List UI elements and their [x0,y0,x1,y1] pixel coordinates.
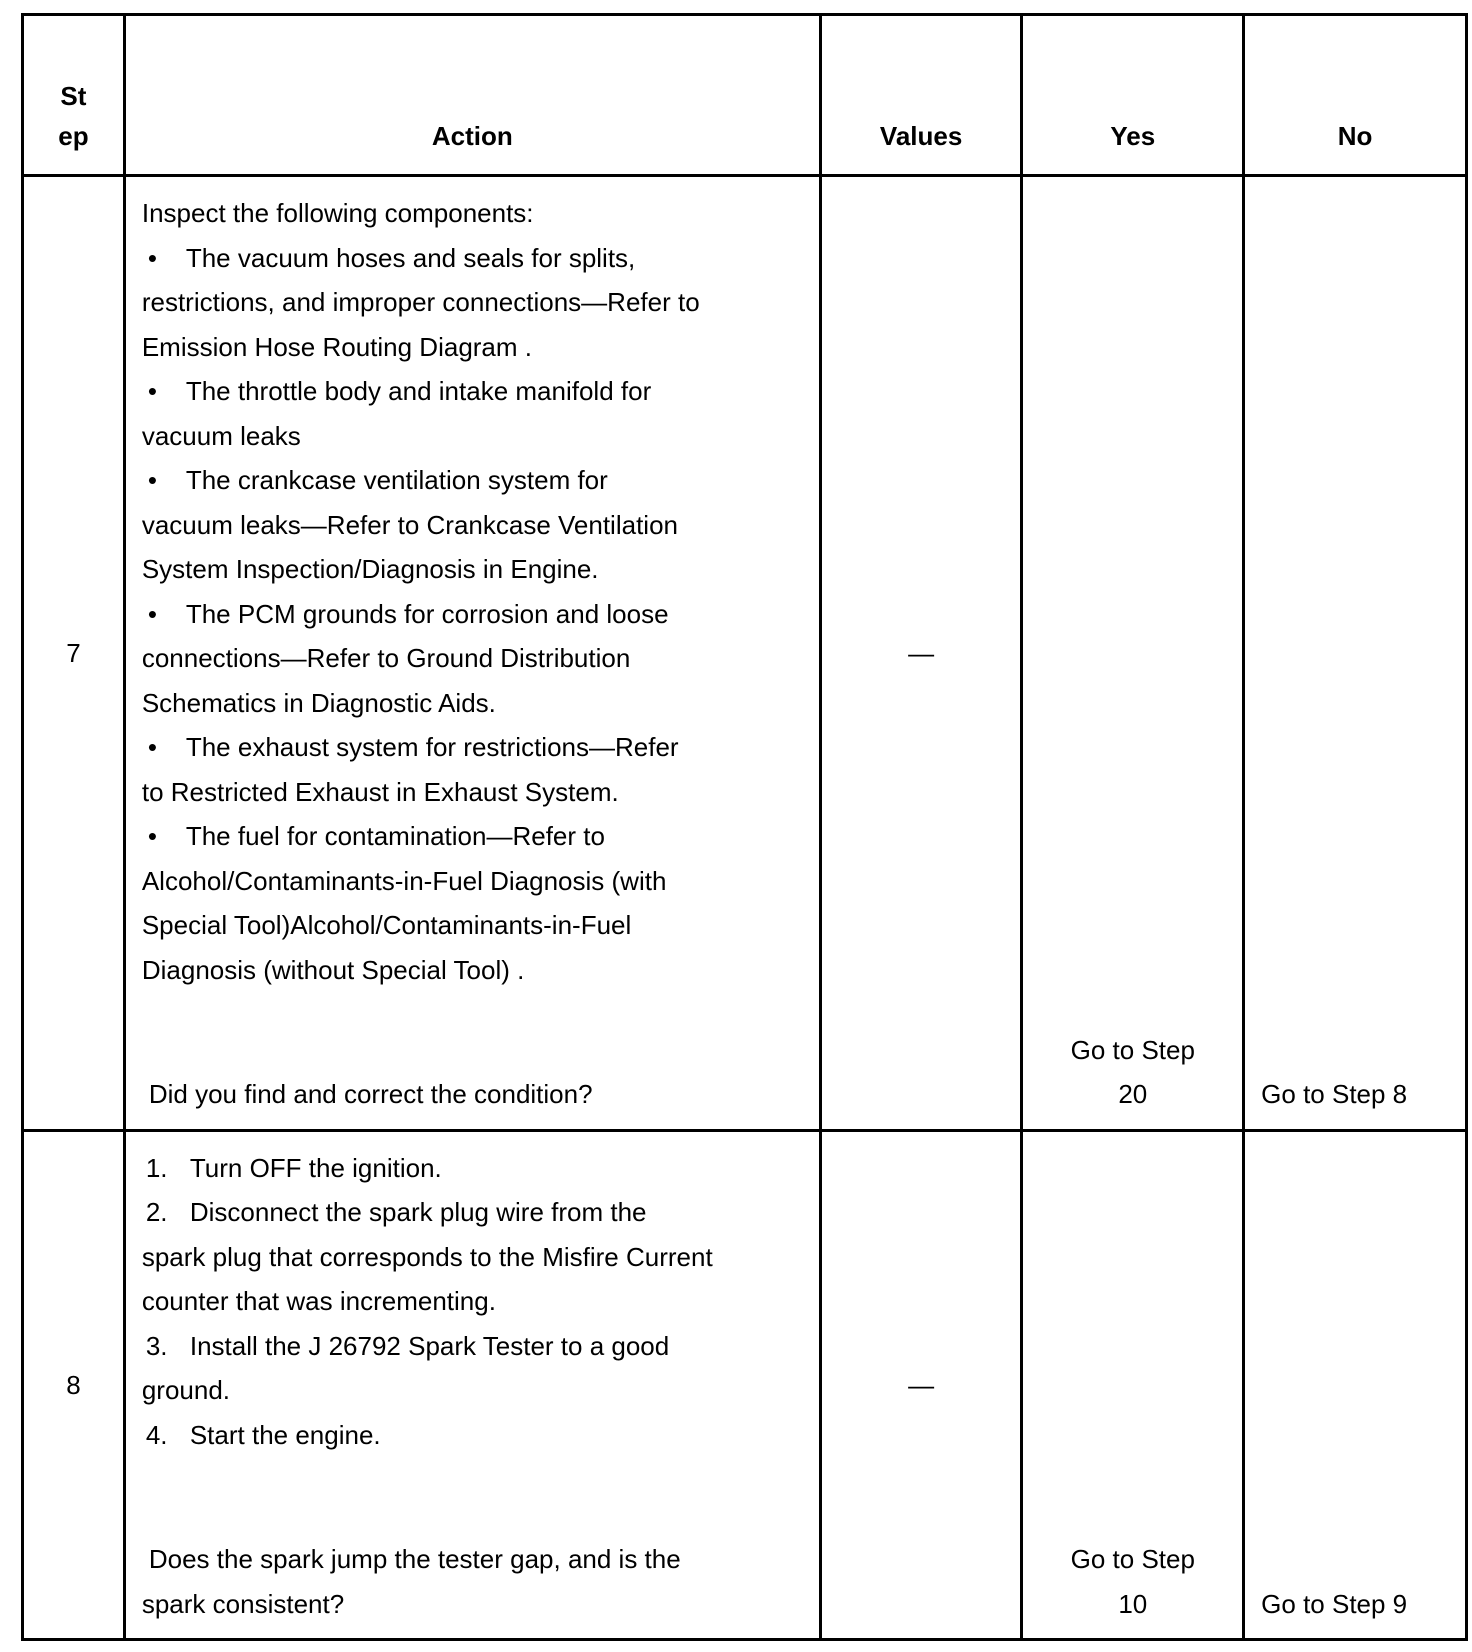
header-yes: Yes [1022,15,1244,176]
list-item: 1. Turn OFF the ignition. [145,1152,442,1183]
bullet-glyph: • [147,465,157,495]
no-cell: Go to Step 8 [1244,176,1467,1131]
list-item: • The fuel for contamination—Refer to [142,814,791,859]
list-item: • The exhaust system for restrictions—Refer [142,725,791,770]
yes-link-step: 10 [1118,1588,1148,1619]
header-action: Action [124,15,820,176]
yes-link-label: Go to Step [1070,1544,1195,1574]
action-question: Did you find and correct the condition? [148,1079,593,1109]
table-row [23,1130,1467,1640]
bullet-glyph: • [147,732,157,762]
bullet-glyph: • [147,821,157,851]
list-item: • The vacuum hoses and seals for splits, [142,236,791,281]
action-cell: Inspect the following components: • The vacuum hoses and seals for splits, restrictions, and improper connections—Refer to Emission Hose Routing Diagram . • The throttle body and intake manifold for vacuum leaks • The crankcase ventilation system for vacuum leaks—Refer to Crankcase Ventilation System Inspection/Diagnosis in Engine. • The PCM grounds for corrosion and loose connections—Refer to Ground Distribution Schematics in Diagnostic Aids. • The exhaust system for restrictions—Refer to Restricted Exhaust in Exhaust System. • The fuel for contamination—Refer to Alcohol/Contaminants-in-Fuel Diagnosis (with Special Tool)Alcohol/Contaminants-in-Fuel Diagnosis (without Special Tool) . Did you find and correct the condition? [124,176,820,1131]
header-no: No [1244,15,1467,176]
action-intro: Inspect the following components: [141,198,534,228]
yes-cell [1022,1130,1244,1640]
header-values: Values [820,15,1022,176]
values-cell: — [820,1130,1022,1640]
bullet-glyph: • [147,376,157,406]
diagnostic-table [21,13,1468,1641]
list-item: • The throttle body and intake manifold for [142,369,791,414]
action-question-cont: spark consistent? [141,1588,345,1619]
action-question: Does the spark jump the tester gap, and is the [148,1544,681,1574]
table-row [23,176,1467,1131]
action-cell: 1. Turn OFF the ignition. 2. Disconnect the spark plug wire from the spark plug that corresponds to the Misfire Current counter that was incrementing. 3. Install the J 26792 Spark Tester to a good ground. 4. Start the engine. Does the spark jump the tester gap, and is the spark consistent? [124,1130,820,1640]
list-item: • The crankcase ventilation system for [142,458,791,503]
list-item: • The PCM grounds for corrosion and loose [142,592,791,637]
header-step-line1: St [60,81,87,111]
step-number: 7 [23,176,125,1131]
list-item: 4. Start the engine. [145,1419,381,1450]
bullet-glyph: • [147,598,157,629]
list-item: 2. Disconnect the spark plug wire from the [145,1197,647,1227]
yes-link-label: Go to Step [1070,1034,1195,1065]
header-row [23,15,1467,176]
header-step-line2: ep [58,121,89,151]
yes-link-step: 20 [1118,1079,1148,1109]
no-cell: Go to Step 9 [1244,1130,1467,1640]
list-item: 3. Install the J 26792 Spark Tester to a good [145,1330,670,1361]
yes-cell [1022,176,1244,1131]
header-step [23,15,125,176]
values-cell: — [820,176,1022,1131]
bullet-glyph: • [147,242,157,273]
step-number: 8 [23,1130,125,1640]
